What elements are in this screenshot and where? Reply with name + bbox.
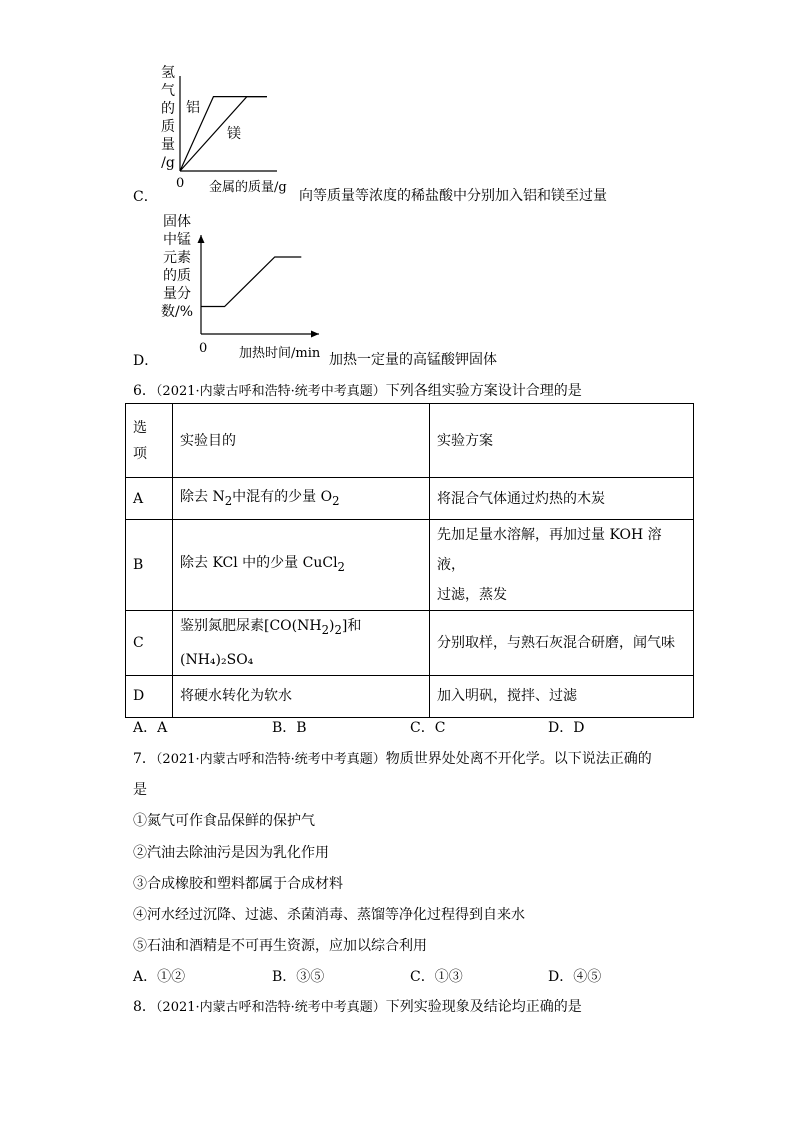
- row-plan: 加入明矾，搅拌、过滤: [430, 675, 694, 717]
- table-row: [126, 478, 694, 520]
- q8-stem: [133, 996, 582, 1016]
- row-purpose: 将硬水转化为软水: [173, 675, 430, 717]
- q7-stem-line2: 是: [133, 782, 147, 798]
- row-purpose: 除去 $N_2$中混有的少量 $O_2$: [173, 478, 430, 520]
- row-plan: 将混合气体通过灼热的木炭: [430, 478, 694, 520]
- q6-stem-text: 下列各组实验方案设计合理的是: [385, 383, 582, 399]
- q7-stem: [133, 748, 652, 768]
- series-line-1: [201, 257, 301, 307]
- chart-c-option-label: C．: [133, 189, 158, 205]
- chart-d-ylabel: 固体 中锰 元素 的质 量分 数/%: [160, 214, 194, 320]
- q7-statement: ④河水经过沉降、过滤、杀菌消毒、蒸馏等净化过程得到自来水: [133, 907, 525, 923]
- series-label-2: 镁: [227, 126, 241, 142]
- q6-table: [125, 403, 694, 718]
- q8-source: （2021·内蒙古呼和浩特·统考中考真题）: [155, 1000, 386, 1015]
- header-plan: 实验方案: [430, 404, 694, 478]
- chart-c-xlabel: 金属的质量/g: [209, 180, 287, 195]
- y-axis-arrow: [198, 235, 205, 243]
- q8-stem-text: 下列实验现象及结论均正确的是: [385, 999, 582, 1015]
- x-axis-arrow: [311, 331, 319, 338]
- q7-choice-a: A．①②: [133, 969, 186, 985]
- chart-d-xlabel: 加热时间/min: [239, 346, 321, 361]
- row-option: D: [126, 675, 173, 717]
- q6-choice-c: C．C: [410, 720, 446, 736]
- table-row: [126, 520, 694, 611]
- q8-number: 8．: [133, 999, 156, 1015]
- header-purpose: 实验目的: [173, 404, 430, 478]
- q7-choice-d: D．④⑤: [548, 969, 602, 985]
- q6-stem: [133, 380, 582, 400]
- q7-statement: ①氮气可作食品保鲜的保护气: [133, 813, 315, 829]
- table-row: [126, 611, 694, 676]
- q6-choice-b: B．B: [272, 720, 307, 736]
- chart-d-description: 加热一定量的高锰酸钾固体: [329, 352, 497, 368]
- q7-statement: ③合成橡胶和塑料都属于合成材料: [133, 876, 343, 892]
- row-option: C: [126, 611, 173, 676]
- chart-d-plot: [0, 0, 794, 370]
- row-plan: 先加足量水溶解，再加过量 KOH 溶液， 过滤，蒸发: [430, 520, 694, 611]
- q7-statement: ②汽油去除油污是因为乳化作用: [133, 845, 329, 861]
- chart-c-description: 向等质量等浓度的稀盐酸中分别加入铝和镁至过量: [299, 188, 607, 204]
- header-option: 选 项: [126, 404, 173, 478]
- chart-d-option-label: D．: [133, 353, 159, 369]
- row-option: A: [126, 478, 173, 520]
- row-purpose: 除去 KCl 中的少量 CuCl$_2$: [173, 520, 430, 611]
- chart-d-origin: 0: [199, 341, 208, 356]
- table-row: [126, 675, 694, 717]
- q7-source: （2021·内蒙古呼和浩特·统考中考真题）: [155, 752, 386, 767]
- q7-choice-c: C．①③: [410, 969, 463, 985]
- q7-choice-b: B．③⑤: [272, 969, 325, 985]
- chart-c-ylabel: 氢 气 的 质 量 /g: [161, 65, 175, 171]
- q7-stem-text: 物质世界处处离不开化学。以下说法正确的: [385, 751, 652, 767]
- q6-choice-a: A．A: [133, 720, 168, 736]
- table-header-row: [126, 404, 694, 478]
- q6-number: 6．: [133, 383, 156, 399]
- row-option: B: [126, 520, 173, 611]
- series-label-1: 铝: [186, 100, 200, 116]
- chart-c-origin: 0: [176, 176, 185, 191]
- q6-choice-d: D．D: [548, 720, 585, 736]
- row-plan: 分别取样，与熟石灰混合研磨，闻气味: [430, 611, 694, 676]
- q7-number: 7．: [133, 751, 156, 767]
- q7-statement: ⑤石油和酒精是不可再生资源，应加以综合利用: [133, 938, 427, 954]
- row-purpose: 鉴别氮肥尿素$[CO(NH_2)_2]$和(NH₄)₂SO₄: [173, 611, 430, 676]
- q6-source: （2021·内蒙古呼和浩特·统考中考真题）: [155, 384, 386, 399]
